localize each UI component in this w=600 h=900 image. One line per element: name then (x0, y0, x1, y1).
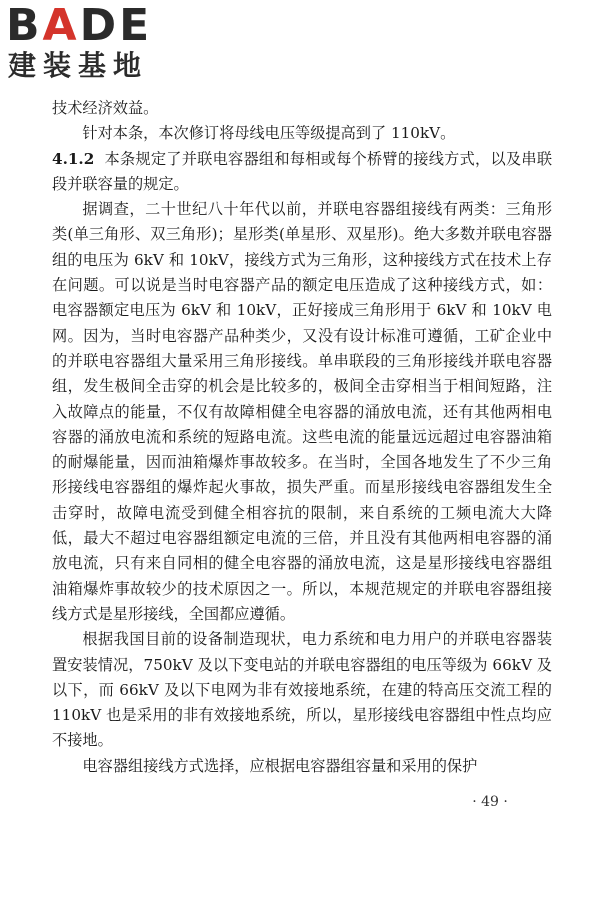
paragraph-1: 技术经济效益。 (52, 99, 159, 117)
paragraph-4: 据调查，二十世纪八十年代以前，并联电容器组接线有两类：三角形类(单三角形、双三角形)；星形类(单星形、双星形)。绝大多数并联电容器组的电压为 6kV 和 10kV，接线方式为三角形，这种接线方式在技术上存在问题。可以说是当时电容器产品的额定电压造成了这种接线方式，如：电容器额定电压为 6kV 和 10kV，正好接成三角形用于 6kV 和 10kV 电网。因为，当时电容器产品种类少，又没有设计标准可遵循，工矿企业中的并联电容器组大量采用三角形接线。单串联段的三角形接线并联电容器组，发生极间全击穿的机会是比较多的，极间全击穿相当于相间短路，注入故障点的能量，不仅有故障相健全电容器的涌放电流，还有其他两相电容器的涌放电流和系统的短路电流。这些电流的能量远远超过电容器油箱的耐爆能量，因而油箱爆炸事故较多。在当时，全国各地发生了不少三角形接线电容器组的爆炸起火事故，损失严重。而星形接线电容器组发生全击穿时，故障电流受到健全相容抗的限制，来自系统的工频电流大大降低，最大不超过电容器组额定电流的三倍，并且没有其他两相电容器的涌放电流，只有来自同相的健全电容器的涌放电流，这是星形接线电容器组油箱爆炸事故较少的技术原因之一。所以，本规范规定的并联电容器组接线方式是星形接线，全国都应遵循。 (52, 200, 552, 623)
logo-accent-letter: A (42, 0, 80, 51)
paragraph-6: 电容器组接线方式选择，应根据电容器组容量和采用的保护 (82, 756, 478, 775)
page-number: · 49 · (472, 794, 508, 810)
logo-subtitle: 建装基地 (8, 49, 149, 82)
section-number: 4.1.2 (52, 149, 95, 168)
logo (6, 0, 176, 84)
page-body (52, 96, 552, 779)
paragraph-5: 根据我国目前的设备制造现状，电力系统和电力用户的并联电容器装置安装情况，750kV 及以下变电站的并联电容器组的电压等级为 66kV 及以下，而 66kV 及以下电网为非有效接地系统，在建的特高压交流工程的 110kV 也是采用的非有效接地系统，所以，星形接线电容器组中性点均应不接地。 (52, 630, 552, 750)
section-4-1-2: 4.1.2 本条规定了并联电容器组和每相或每个桥臂的接线方式，以及串联段并联容量的规定。 (52, 149, 552, 193)
logo-wordmark: BADE (6, 0, 153, 51)
paragraph-2: 针对本条，本次修订将母线电压等级提高到了 110kV。 (82, 124, 456, 143)
